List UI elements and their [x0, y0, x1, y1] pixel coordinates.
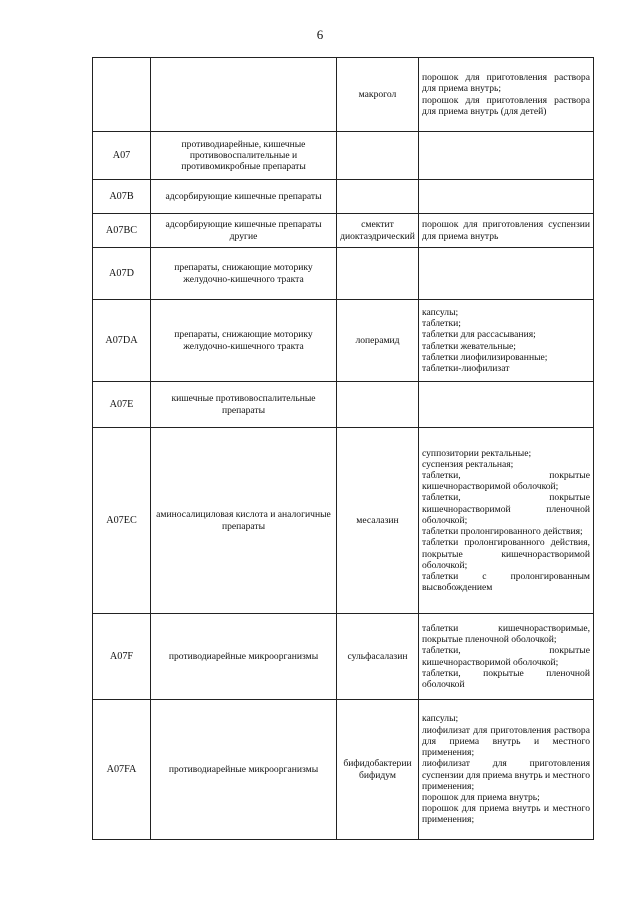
table-row	[93, 180, 594, 214]
code-cell: A07F	[93, 614, 151, 700]
dosage-forms-cell	[419, 428, 594, 614]
dosage-form-item: таблетки, покрытые кишечнорастворимой оболочкой;	[422, 470, 590, 493]
dosage-forms-cell	[419, 614, 594, 700]
table-row	[93, 248, 594, 300]
code-cell: A07	[93, 132, 151, 180]
group-cell	[151, 58, 337, 132]
drug-cell: смектит диоктаэдрический	[337, 214, 419, 248]
dosage-form-item: суппозитории ректальные;	[422, 447, 532, 459]
dosage-form-item: порошок для приготовления суспензии для приема внутрь	[422, 219, 590, 242]
dosage-forms-cell	[419, 700, 594, 840]
table-row	[93, 214, 594, 248]
group-cell: препараты, снижающие моторику желудочно-кишечного тракта	[151, 300, 337, 382]
dosage-forms-cell	[419, 214, 594, 248]
dosage-form-item: капсулы;	[422, 306, 459, 318]
group-cell: адсорбирующие кишечные препараты другие	[151, 214, 337, 248]
dosage-forms-cell	[419, 382, 594, 428]
dosage-form-item: таблетки, покрытые кишечнорастворимой оболочкой;	[422, 645, 590, 668]
drug-cell	[337, 132, 419, 180]
dosage-form-item: таблетки кишечнорастворимые, покрытые пленочной оболочкой;	[422, 622, 590, 646]
dosage-form-item: таблетки с пролонгированным высвобождением	[422, 570, 590, 594]
dosage-form-item: порошок для приема внутрь и местного применения;	[422, 803, 590, 826]
dosage-form-item: капсулы;	[422, 713, 459, 725]
group-cell: противодиарейные, кишечные противовоспалительные и противомикробные препараты	[151, 132, 337, 180]
dosage-forms-cell	[419, 132, 594, 180]
dosage-form-item: таблетки пролонгированного действия, покрытые кишечнорастворимой оболочкой;	[422, 537, 590, 571]
drug-cell	[337, 180, 419, 214]
dosage-form-item: суспензия ректальная;	[422, 458, 514, 470]
table-row	[93, 614, 594, 700]
dosage-form-item: таблетки;	[422, 318, 461, 330]
dosage-forms-cell	[419, 300, 594, 382]
group-cell: аминосалициловая кислота и аналогичные препараты	[151, 428, 337, 614]
table-row	[93, 58, 594, 132]
drug-cell: макрогол	[337, 58, 419, 132]
dosage-form-item: таблетки, покрытые кишечнорастворимой пленочной оболочкой;	[422, 492, 590, 526]
code-cell: A07DA	[93, 300, 151, 382]
group-cell: кишечные противовоспалительные препараты	[151, 382, 337, 428]
drug-cell: бифидобактерии бифидум	[337, 700, 419, 840]
dosage-form-item: таблетки пролонгированного действия;	[422, 526, 583, 538]
drug-classification-table	[92, 57, 594, 840]
dosage-forms-cell	[419, 180, 594, 214]
dosage-form-item: порошок для приготовления раствора для приема внутрь;	[422, 72, 590, 95]
table-row	[93, 132, 594, 180]
group-cell: препараты, снижающие моторику желудочно-кишечного тракта	[151, 248, 337, 300]
dosage-forms-cell	[419, 58, 594, 132]
drug-cell	[337, 382, 419, 428]
dosage-form-item: лиофилизат для приготовления суспензии для приема внутрь и местного применения;	[422, 758, 590, 792]
dosage-form-item: таблетки жевательные;	[422, 340, 516, 352]
drug-cell	[337, 248, 419, 300]
drug-cell: лоперамид	[337, 300, 419, 382]
code-cell: A07BC	[93, 214, 151, 248]
dosage-form-item: таблетки, покрытые пленочной оболочкой	[422, 667, 590, 690]
dosage-forms-cell	[419, 248, 594, 300]
table-row	[93, 382, 594, 428]
code-cell: A07EC	[93, 428, 151, 614]
code-cell: A07FA	[93, 700, 151, 840]
table-row	[93, 428, 594, 614]
dosage-form-item: таблетки для рассасывания;	[422, 329, 536, 341]
code-cell: A07B	[93, 180, 151, 214]
dosage-form-item: таблетки лиофилизированные;	[422, 351, 548, 363]
dosage-form-item: таблетки-лиофилизат	[422, 362, 510, 374]
group-cell: противодиарейные микроорганизмы	[151, 700, 337, 840]
dosage-form-item: лиофилизат для приготовления раствора для приема внутрь и местного применения;	[422, 724, 590, 759]
group-cell: адсорбирующие кишечные препараты	[151, 180, 337, 214]
code-cell: A07D	[93, 248, 151, 300]
drug-cell: месалазин	[337, 428, 419, 614]
dosage-form-item: порошок для приготовления раствора для приема внутрь (для детей)	[422, 94, 590, 117]
page-number: 6	[316, 27, 324, 42]
table-row	[93, 300, 594, 382]
code-cell	[93, 58, 151, 132]
drug-cell: сульфасалазин	[337, 614, 419, 700]
table-row	[93, 700, 594, 840]
code-cell: A07E	[93, 382, 151, 428]
dosage-form-item: порошок для приема внутрь;	[422, 791, 540, 803]
group-cell: противодиарейные микроорганизмы	[151, 614, 337, 700]
